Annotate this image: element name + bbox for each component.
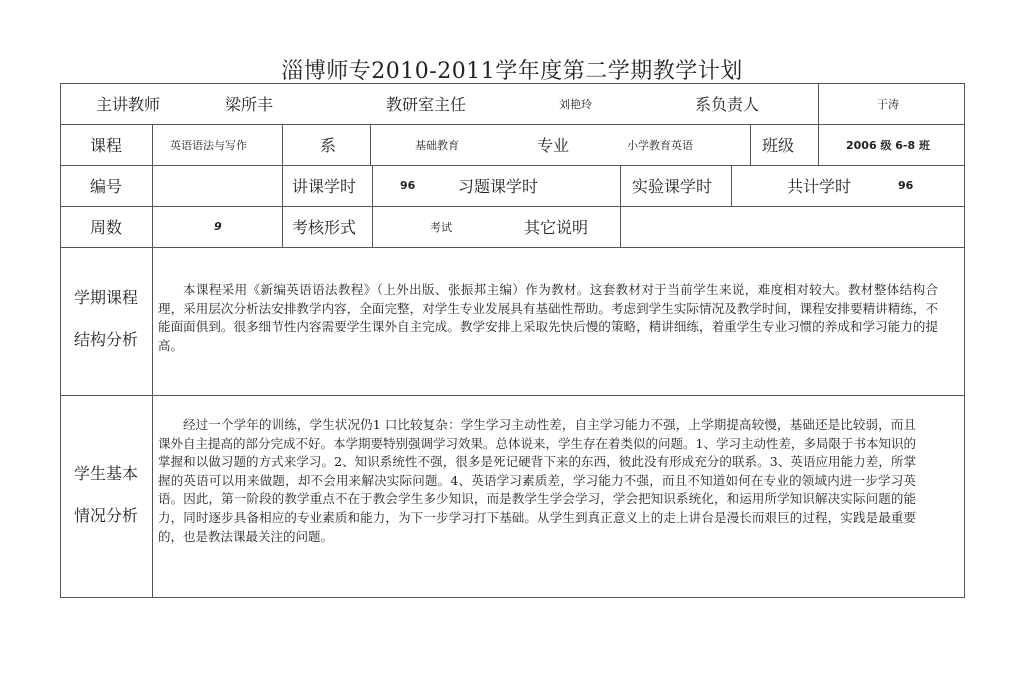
document-title: 淄博师专2010-2011学年度第二学期教学计划	[281, 59, 743, 84]
lecture-hours-value: 96	[400, 179, 416, 192]
col-divider	[750, 124, 751, 165]
total-hours-label: 共计学时	[787, 177, 852, 196]
lab-hours-label: 实验课学时	[632, 177, 713, 196]
structure-analysis-label	[60, 287, 152, 351]
structure-label-line2: 结构分析	[73, 330, 138, 349]
col-divider	[731, 165, 732, 206]
col-divider	[818, 83, 819, 124]
structure-label-line1: 学期课程	[73, 288, 138, 307]
major-label: 专业	[537, 136, 570, 155]
section-head-label: 教研室主任	[386, 95, 467, 114]
total-hours-value: 96	[898, 179, 914, 192]
col-divider	[818, 124, 819, 165]
col-divider	[152, 124, 153, 597]
structure-analysis-text: 本课程采用《新编英语语法教程》（上外出版、张振邦主编）作为教材。这套教材对于当前学生来说，难度相对较大。教材整体结构合理，采用层次分析法安排教学内容，全面完整，对学生专业发展具有基础性帮助。考虑到学生实际情况及教学时间，课程安排要精讲精练，不能面面俱到。很多细节性内容需要学生课外自主完成。教学安排上采取先快后慢的策略，精讲细练，着重学生专业习惯的养成和学习能力的提高。	[158, 282, 938, 353]
student-analysis-label	[60, 463, 152, 527]
col-divider	[620, 165, 621, 247]
weeks-label: 周数	[90, 218, 123, 237]
major-name: 小学教育英语	[627, 138, 693, 152]
lecturer-name: 梁所丰	[225, 95, 274, 114]
dept-name: 基础教育	[415, 138, 459, 152]
number-label: 编号	[90, 177, 123, 196]
student-analysis-text: 经过一个学年的训练，学生状况仍1 口比较复杂：学生学习主动性差，自主学习能力不强，上学期提高较慢，基础还是比较弱，而且课外自主提高的部分完成不好。本学期要特别强调学习效果。总体说来，学生存在着类似的问题。1、学习主动性差，多局限于书本知识的掌握和以做习题的方式来学习。2、知识系统性不强，很多是死记硬背下来的东西，彼此没有形成充分的联系。3、英语应用能力差，所掌握的英语可以用来做题，却不会用来解决实际问题。4、英语学习素质差，学习能力不强，而且不知道如何在专业的领域内进一步学习英语。因此，第一阶段的教学重点不在于教会学生多少知识，而是教学生学会学习，学会把知识系统化，和运用所学知识解决实际问题的能力，同时逐步具备相应的专业素质和能力，为下一步学习打下基础。从学生到真正意义上的走上讲台是漫长而艰巨的过程，实践是最重要的，也是教法课最关注的问题。	[158, 417, 916, 544]
section-head-name: 刘艳玲	[559, 97, 592, 111]
table-border-right	[964, 83, 965, 598]
lecture-hours-label: 讲课学时	[292, 177, 357, 196]
exam-form-label: 考核形式	[292, 218, 357, 237]
table-border-top	[60, 83, 965, 84]
col-divider	[370, 124, 371, 165]
row-divider	[60, 206, 965, 207]
exercise-hours-label: 习题课学时	[458, 177, 539, 196]
dept-head-label: 系负责人	[695, 95, 760, 114]
dept-head-name: 于涛	[877, 97, 899, 111]
lecturer-label: 主讲教师	[96, 95, 161, 114]
dept-label: 系	[320, 136, 337, 155]
class-value: 2006 级 6-8 班	[846, 138, 930, 152]
other-notes-label: 其它说明	[524, 218, 589, 237]
table-border-bottom	[60, 597, 965, 598]
row-divider	[60, 395, 965, 396]
weeks-value: 9	[214, 220, 222, 233]
course-name: 英语语法与写作	[170, 138, 247, 152]
col-divider	[282, 124, 283, 247]
class-label: 班级	[762, 136, 795, 155]
students-label-line2: 情况分析	[73, 506, 138, 525]
students-label-line1: 学生基本	[73, 464, 138, 483]
course-label: 课程	[90, 136, 123, 155]
plan-table	[60, 83, 965, 598]
row-divider	[60, 247, 965, 248]
col-divider	[372, 165, 373, 247]
exam-form-value: 考试	[430, 220, 452, 234]
